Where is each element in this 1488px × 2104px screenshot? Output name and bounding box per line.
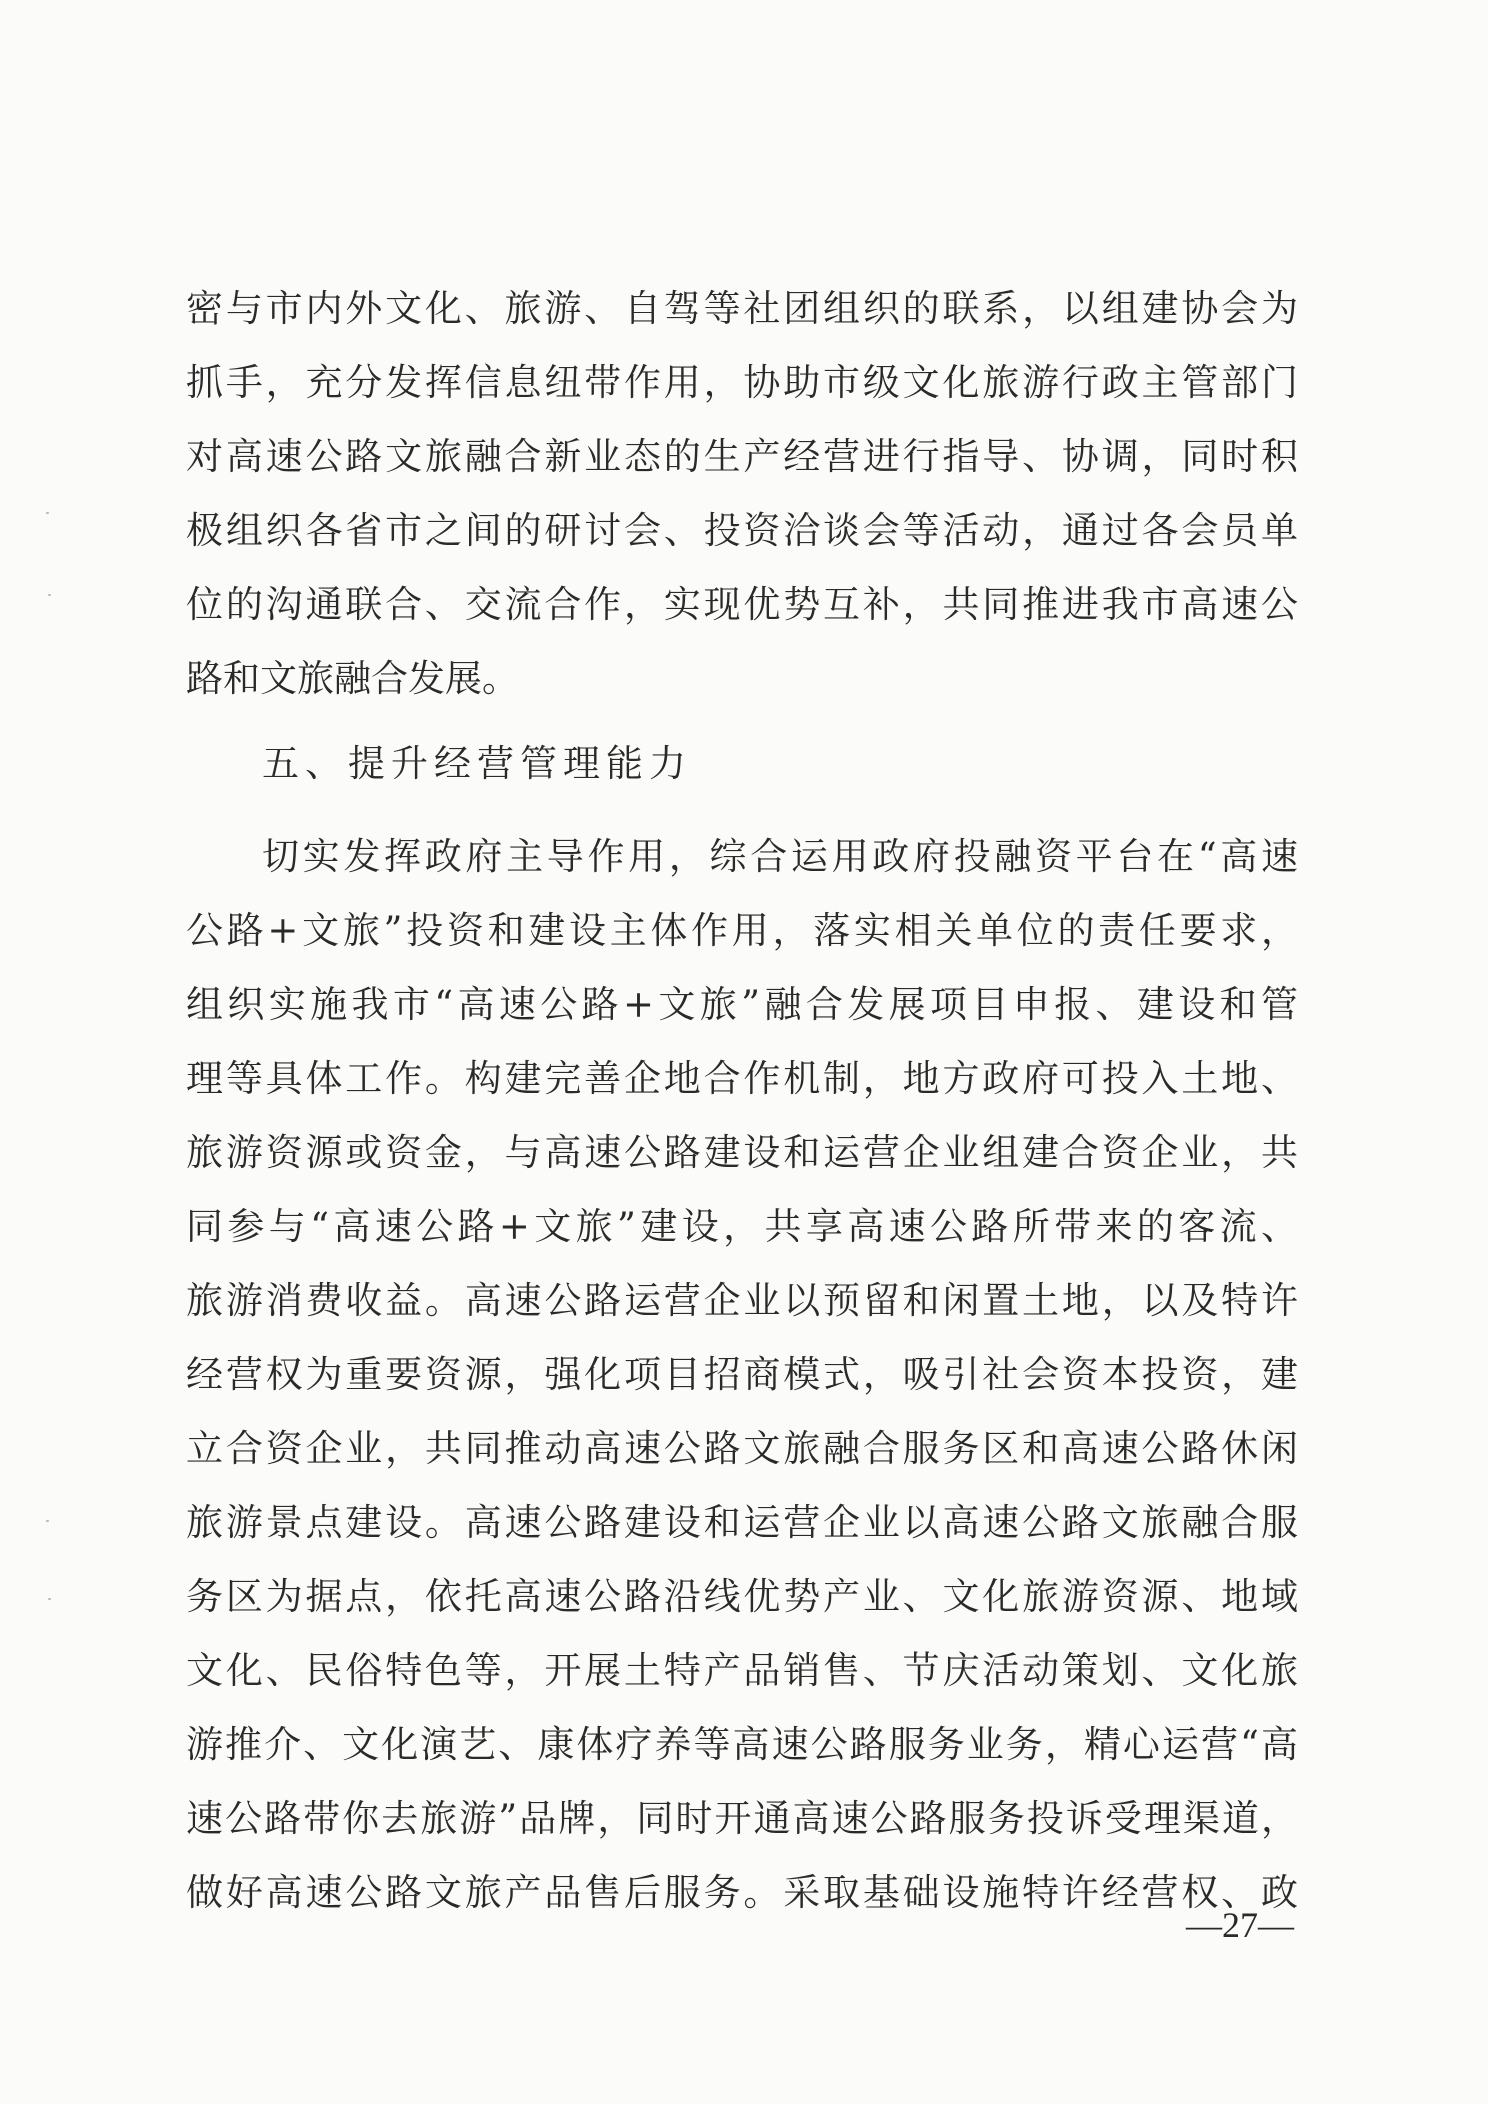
body-line: 位的沟通联合、交流合作，实现优势互补，共同推进我市高速公 <box>186 583 1298 626</box>
scan-speck <box>46 1520 49 1522</box>
body-line: 密与市内外文化、旅游、自驾等社团组织的联系，以组建协会为 <box>186 287 1298 330</box>
body-line: 对高速公路文旅融合新业态的生产经营进行指导、协调，同时积 <box>186 435 1298 478</box>
paragraph-line: 旅游景点建设。高速公路建设和运营企业以高速公路文旅融合服 <box>186 1501 1298 1544</box>
body-line: 路和文旅融合发展。 <box>186 657 519 700</box>
scan-speck <box>48 594 51 596</box>
paragraph-line: 切实发挥政府主导作用，综合运用政府投融资平台在“高速 <box>262 835 1298 878</box>
scan-speck <box>48 1598 51 1600</box>
paragraph-line: 经营权为重要资源，强化项目招商模式，吸引社会资本投资，建 <box>186 1353 1298 1396</box>
paragraph-line: 同参与“高速公路+文旅”建设，共享高速公路所带来的客流、 <box>186 1205 1298 1248</box>
paragraph-line: 做好高速公路文旅产品售后服务。采取基础设施特许经营权、政 <box>186 1871 1298 1914</box>
paragraph-line: 立合资企业，共同推动高速公路文旅融合服务区和高速公路休闲 <box>186 1427 1298 1470</box>
body-line: 抓手，充分发挥信息纽带作用，协助市级文化旅游行政主管部门 <box>186 361 1298 404</box>
paragraph-line: 游推介、文化演艺、康体疗养等高速公路服务业务，精心运营“高 <box>186 1723 1298 1766</box>
section-heading: 五、提升经营管理能力 <box>262 742 692 785</box>
body-line: 极组织各省市之间的研讨会、投资洽谈会等活动，通过各会员单 <box>186 509 1298 552</box>
paragraph-line: 公路+文旅”投资和建设主体作用，落实相关单位的责任要求， <box>186 909 1298 952</box>
paragraph-line: 务区为据点，依托高速公路沿线优势产业、文化旅游资源、地域 <box>186 1575 1298 1618</box>
paragraph-line: 旅游资源或资金，与高速公路建设和运营企业组建合资企业，共 <box>186 1131 1298 1174</box>
scan-speck <box>46 512 49 514</box>
paragraph-line: 组织实施我市“高速公路+文旅”融合发展项目申报、建设和管 <box>186 983 1298 1026</box>
page-number: —27— <box>1186 1905 1294 1945</box>
paragraph-line: 速公路带你去旅游”品牌，同时开通高速公路服务投诉受理渠道， <box>186 1797 1298 1840</box>
paragraph-line: 文化、民俗特色等，开展土特产品销售、节庆活动策划、文化旅 <box>186 1649 1298 1692</box>
paragraph-line: 理等具体工作。构建完善企地合作机制，地方政府可投入土地、 <box>186 1057 1298 1100</box>
paragraph-line: 旅游消费收益。高速公路运营企业以预留和闲置土地，以及特许 <box>186 1279 1298 1322</box>
